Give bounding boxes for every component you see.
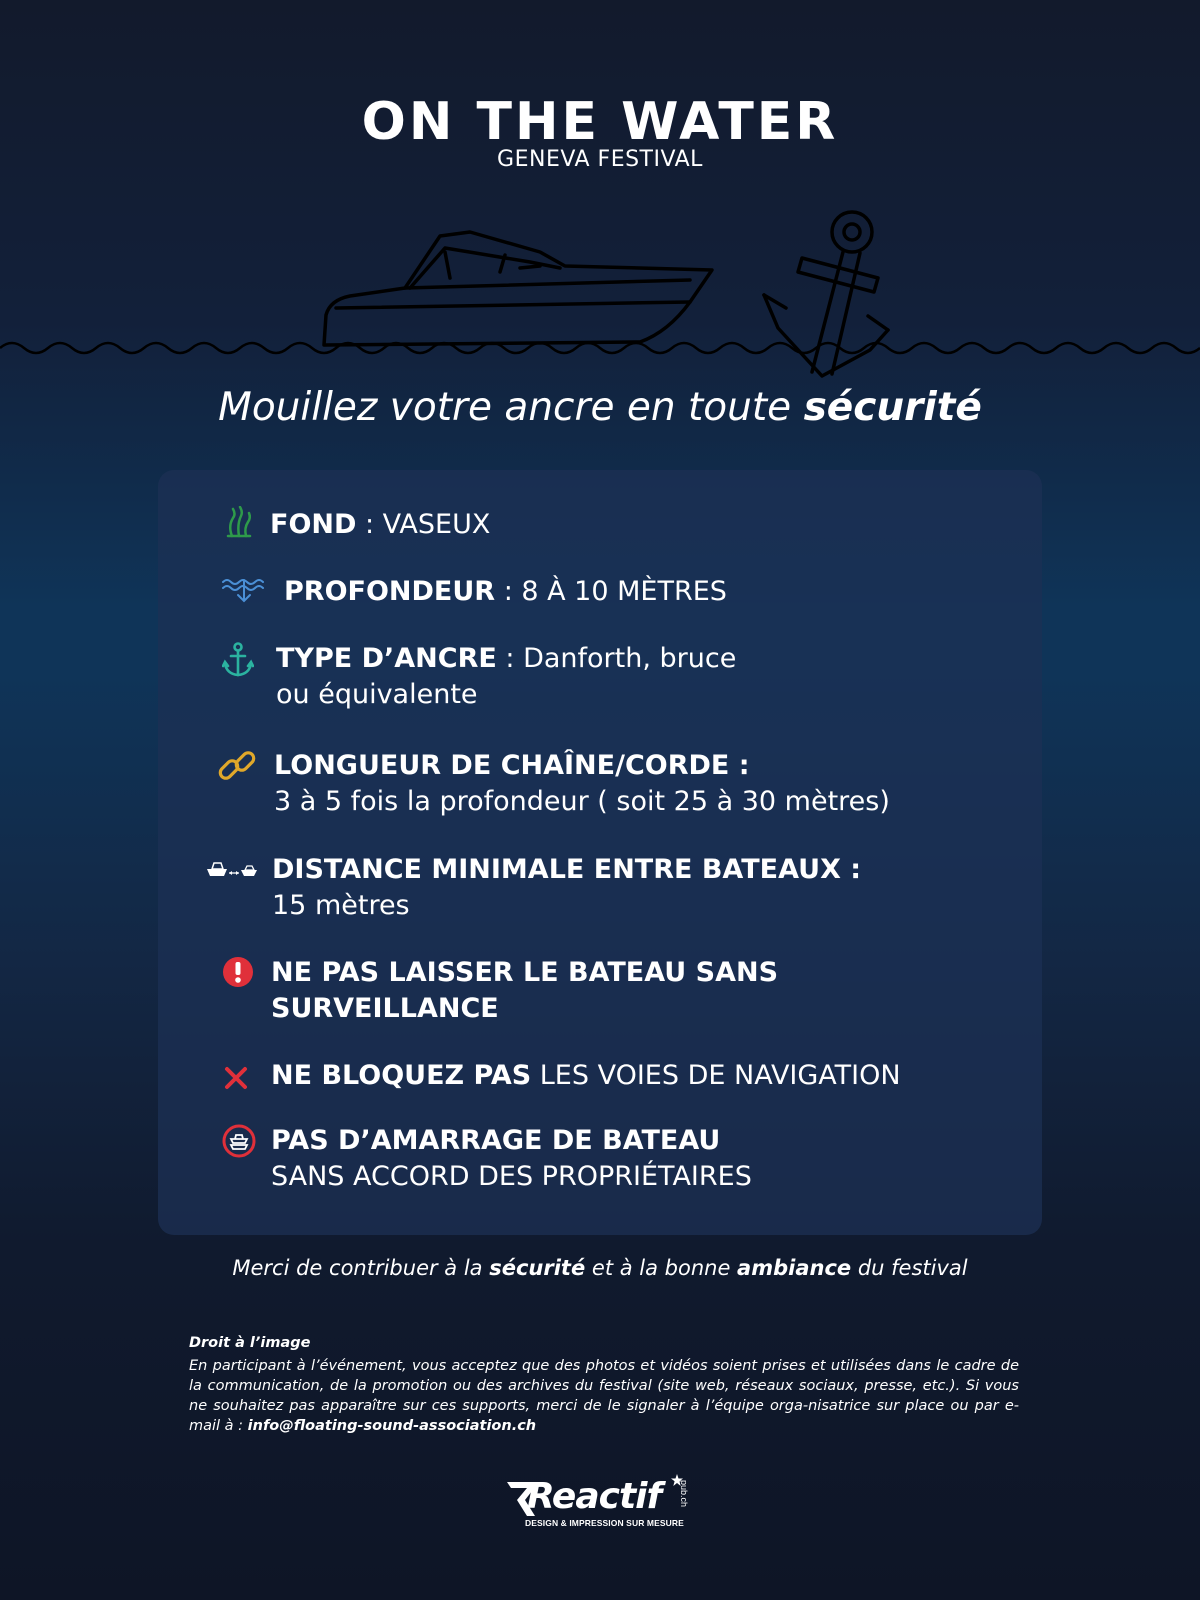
rule-no-unattended — [271, 955, 778, 1027]
no-mooring-icon — [222, 1124, 256, 1158]
rule-anchor-type-label: TYPE D’ANCRE — [276, 643, 497, 674]
reactif-logo — [505, 1474, 705, 1534]
anchor-illustration-icon — [764, 212, 888, 376]
tagline-text: Mouillez votre ancre en toute — [218, 385, 804, 430]
rule-no-blocking-label: NE BLOQUEZ PAS — [271, 1060, 532, 1091]
reactif-logo-suffix: pub.ch — [679, 1480, 689, 1508]
rule-no-unattended-line2: SURVEILLANCE — [271, 993, 499, 1024]
rule-chain-length — [274, 748, 890, 820]
rule-chain-length-line2: 3 à 5 fois la profondeur ( soit 25 à 30 mètres) — [274, 786, 890, 817]
rule-anchor-type-line2: ou équivalente — [276, 679, 478, 710]
rule-no-unattended-label: NE PAS LAISSER LE BATEAU SANS — [271, 957, 779, 988]
depth-waves-icon — [221, 576, 267, 604]
image-rights-title: Droit à l’image — [189, 1335, 311, 1351]
cross-icon — [224, 1066, 248, 1090]
thanks-part2: et à la bonne — [585, 1256, 738, 1280]
rule-no-blocking-value: LES VOIES DE NAVIGATION — [531, 1060, 901, 1091]
boat-distance-icon — [205, 857, 259, 881]
rule-anchor-type — [276, 641, 736, 713]
boat-icon — [324, 232, 712, 345]
wave-line — [0, 343, 1200, 353]
warning-icon — [222, 956, 254, 988]
thanks-message — [0, 1254, 1200, 1282]
anchor-icon — [222, 642, 254, 678]
image-rights-body: En participant à l’événement, vous acceptez que des photos et vidéos soient prises et utilisées dans le cadre de la communication, de la promotion ou des archives du festival (site web, réseaux sociaux, presse, etc.). Si vous ne souhaitez pas apparaître sur ces supports, merci de le signaler à l’équipe orga-nisatrice sur place ou par e-mail à : — [189, 1358, 1019, 1434]
rule-seabed — [270, 507, 490, 543]
rule-no-mooring — [271, 1123, 752, 1195]
rule-boat-distance-label: DISTANCE MINIMALE ENTRE BATEAUX : — [272, 854, 862, 885]
thanks-part3: du festival — [851, 1256, 968, 1280]
festival-title: ON THE WATER — [361, 92, 839, 152]
image-rights-text — [189, 1356, 1019, 1436]
rule-boat-distance — [272, 852, 861, 924]
tagline — [0, 384, 1200, 432]
rule-chain-length-label: LONGUEUR DE CHAÎNE/CORDE : — [274, 750, 750, 781]
festival-subtitle: GENEVA FESTIVAL — [497, 147, 703, 172]
rule-no-mooring-line2: SANS ACCORD DES PROPRIÉTAIRES — [271, 1161, 752, 1192]
rule-no-mooring-label: PAS D’AMARRAGE DE BATEAU — [271, 1125, 721, 1156]
rule-depth — [284, 574, 727, 610]
reactif-logo-word: Reactif — [527, 1476, 662, 1517]
chain-link-icon — [216, 745, 258, 787]
seaweed-icon — [224, 506, 254, 538]
tagline-emphasis: sécurité — [803, 385, 982, 430]
thanks-part1: Merci de contribuer à la — [232, 1256, 490, 1280]
reactif-logo-tagline: DESIGN & IMPRESSION SUR MESURE — [525, 1518, 684, 1528]
thanks-bold1: sécurité — [489, 1256, 586, 1280]
rule-seabed-value: : VASEUX — [356, 509, 491, 540]
thanks-bold2: ambiance — [737, 1256, 852, 1280]
contact-email: info@floating-sound-association.ch — [247, 1418, 537, 1434]
rule-no-blocking — [271, 1058, 901, 1094]
rule-seabed-label: FOND — [270, 509, 357, 540]
rule-depth-label: PROFONDEUR — [284, 576, 496, 607]
rule-anchor-type-value: : Danforth, bruce — [496, 643, 737, 674]
rule-boat-distance-line2: 15 mètres — [272, 890, 410, 921]
boat-anchor-illustration — [0, 200, 1200, 400]
rule-depth-value: : 8 À 10 MÈTRES — [495, 576, 727, 607]
